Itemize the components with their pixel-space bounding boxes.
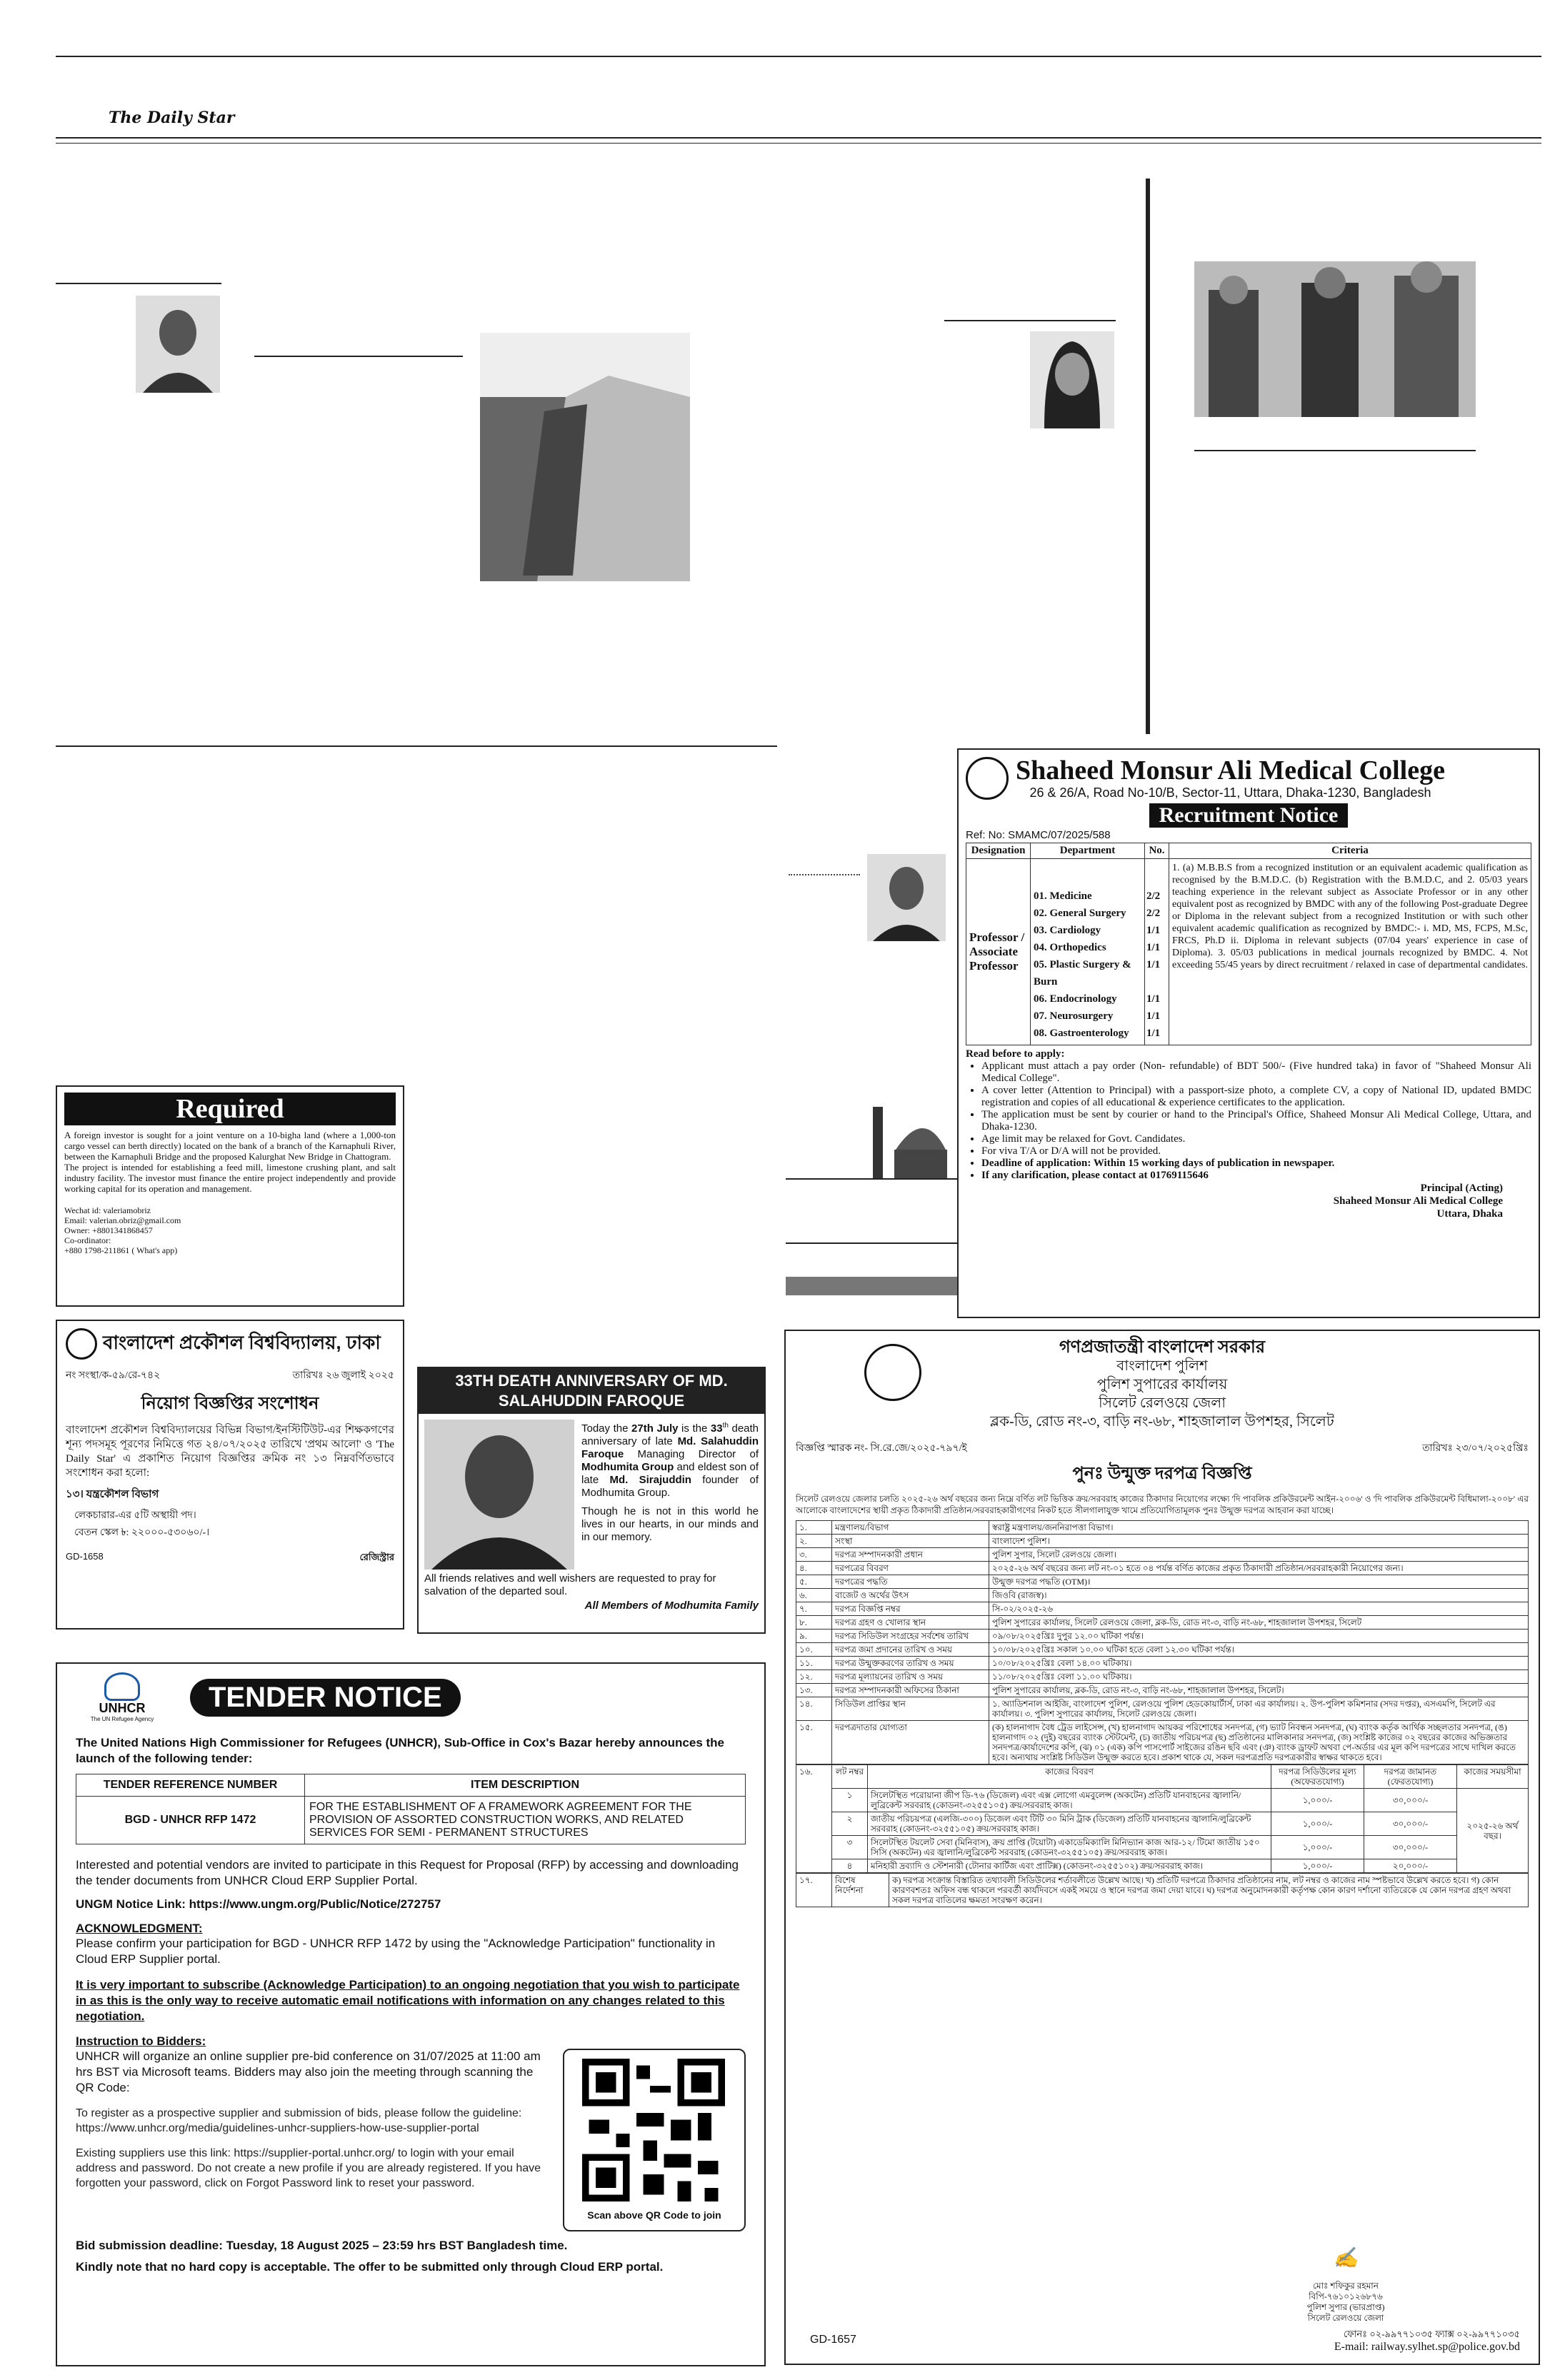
department-count: 1/1 xyxy=(1146,1010,1161,1022)
police-intro: সিলেট রেলওয়ে জেলার চলতি ২০২৫-২৬ অর্থ বছরের জন্য নিম্নে বর্ণিত লট ভিত্তিক ক্রয়/সরবরাহ কাজের ঠিকাদার নিয়োগের লক্ষ্যে 'দি পাবলিক প্রকিউরমেন্ট আইন-২০০৬' ও 'দি পাবলিক প্রকিউরমেন্ট বিধিমালা-২০০৮' এর আলোকে বাংলাদেশের স্থায়ী প্রকৃত ঠিকাদারী প্রতিষ্ঠান/সরবরাহকারীগণের নিকট হতে সীলগালাযুক্ত খামে প্রতিযোগিতামূলক পুনঃ উন্মুক্ত দরপত্র আহবান করা যাচ্ছে। xyxy=(796,1494,1529,1515)
text-run: Modhumita Group xyxy=(581,1461,674,1473)
col-header: No. xyxy=(1145,843,1169,859)
lot-fee: ১,০০০/- xyxy=(1271,1836,1364,1859)
police-unit: সিলেট রেলওয়ে জেলা xyxy=(1098,1395,1226,1411)
col-rule xyxy=(786,1242,961,1244)
row-no: ৫. xyxy=(796,1575,832,1589)
lot-header: দরপত্র জামানত (ফেরতযোগ্য) xyxy=(1364,1765,1457,1789)
row-label: মন্ত্রণালয়/বিভাগ xyxy=(832,1521,989,1535)
col-rule xyxy=(1194,450,1476,451)
gov-title: গণপ্রজাতন্ত্রী বাংলাদেশ সরকার xyxy=(1059,1338,1266,1357)
contact-line: Owner: +8801341868457 xyxy=(64,1225,153,1235)
buet-code: GD-1658 xyxy=(66,1551,104,1562)
row-value: ১০/০৮/২০২৫খ্রিঃ বেলা ১৪.০০ ঘটিকায়। xyxy=(989,1657,1529,1670)
row-label: সিডিউল প্রাপ্তির স্থান xyxy=(832,1697,989,1721)
smamc-ref: Ref: No: SMAMC/07/2025/588 xyxy=(966,829,1111,841)
lot-security: ৩০,০০০/- xyxy=(1364,1789,1457,1812)
row-label: সংস্থা xyxy=(832,1535,989,1548)
row-value: বাংলাদেশ পুলিশ। xyxy=(989,1535,1529,1548)
col-rule xyxy=(254,356,463,357)
lot-no: ৪ xyxy=(832,1859,868,1873)
tender-intro: The United Nations High Commissioner for Refugees (UNHCR), Sub-Office in Cox's Bazar hereby announces the launch of the following tender: xyxy=(76,1736,724,1765)
notes-text: ক) দরপত্র সংক্রান্ত বিস্তারিত তথ্যাবলী সিডিউলের শর্তাবলীতে উল্লেখ আছে। খ) প্রতিটি দরপত্রে ঠিকাদার প্রতিষ্ঠানের নাম, লট নম্বর ও কাজের নাম স্পষ্টভাবে উল্লেখ করতে হবে। গ) কোন কারণবশতঃ অফিস বন্ধ থাকলে পরবর্তী কার্যদিবসে একই সময়ে ও স্থানে দরপত্র জমা দেয়া যাবে। ঘ) দরপত্র অনুমোদনকারী কর্তৃপক্ষ কোন কারণ দর্শানো ব্যতিরেকে যে কোন দরপত্র গ্রহণ অথবা সকল দরপত্র বাতিলের ক্ষমতা সংরক্ষণ করেন। xyxy=(889,1874,1529,1907)
masthead: The Daily Star xyxy=(109,109,235,127)
header-rule-thin xyxy=(56,143,1541,144)
row-value: ১১/০৮/২০২৫খ্রিঃ বেলা ১১.০০ ঘটিকায়। xyxy=(989,1670,1529,1684)
row-label: দরপত্রদাতার যোগ্যতা xyxy=(832,1721,989,1764)
buet-title: নিয়োগ বিজ্ঞপ্তির সংশোধন xyxy=(141,1394,319,1413)
lot-security: ২০,০০০/- xyxy=(1364,1859,1457,1873)
row-value: উন্মুক্ত দরপত্র পদ্ধতি (OTM)। xyxy=(989,1575,1529,1589)
gray-bar xyxy=(786,1277,961,1295)
department: 06. Endocrinology xyxy=(1034,993,1117,1005)
row-no: ১৩. xyxy=(796,1684,832,1697)
row-label: দরপত্র জমা প্রদানের তারিখ ও সময় xyxy=(832,1643,989,1657)
lot-header: কাজের সময়সীমা xyxy=(1457,1765,1529,1789)
row-value: ১. অ্যাডিশনাল আইজি, বাংলাদেশ পুলিশ, রেলওয়ে পুলিশ হেডকোয়ার্টার্স, ঢাকা এর কার্যালয়। ২. উপ-পুলিশ কমিশনার (সদর দপ্তর), এসএমপি, সিলেট এর কার্যালয়। ৩. পুলিশ সুপারের কার্যালয়, সিলেট রেলওয়ে জেলা। xyxy=(989,1697,1529,1721)
police-phone: ফোনঃ ০২-৯৯৭৭১০৩৫ ফ্যাক্স ০২-৯৯৭৭১০৩৫ xyxy=(1343,2329,1520,2339)
instr-heading: Instruction to Bidders: xyxy=(76,2034,206,2048)
lot-header: দরপত্র সিডিউলের মূল্য (অফেরতযোগ্য) xyxy=(1271,1765,1364,1789)
death-sign: All Members of Modhumita Family xyxy=(584,1600,759,1612)
required-title: Required xyxy=(64,1093,396,1125)
qr-code-icon xyxy=(573,2059,734,2201)
buet-sign: রেজিস্ট্রার xyxy=(359,1552,394,1562)
police-logo-icon xyxy=(864,1344,921,1401)
row-no: ৪. xyxy=(796,1562,832,1575)
mosque-icon xyxy=(867,1100,953,1178)
death-paragraph-1 xyxy=(581,1420,759,1500)
department-count: 2/2 xyxy=(1146,890,1161,902)
section-rule xyxy=(56,745,777,747)
apply-rule: • Deadline of application: Within 15 working days of publication in newspaper. xyxy=(981,1158,1531,1170)
col-rule xyxy=(56,283,221,284)
col-header: Designation xyxy=(966,843,1031,859)
unhcr-logo-icon xyxy=(104,1672,140,1701)
row-value: ০৯/০৮/২০২৫খ্রিঃ দুপুর ১২.০০ ঘটিকা পর্যন্ত। xyxy=(989,1630,1529,1643)
row-label: দরপত্র সিডিউল সংগ্রহের সর্বশেষ তারিখ xyxy=(832,1630,989,1643)
lot-fee: ১,০০০/- xyxy=(1271,1812,1364,1836)
tender-col-ref: TENDER REFERENCE NUMBER xyxy=(76,1774,305,1797)
bid-deadline: Bid submission deadline: Tuesday, 18 August 2025 – 23:59 hrs BST Bangladesh time. xyxy=(76,2239,568,2252)
buet-item: ১৩। যন্ত্রকৌশল বিভাগ xyxy=(66,1489,159,1500)
instr-text: UNHCR will organize an online supplier pre-bid conference on 31/07/2025 at 11:00 am hrs BST via Microsoft teams. Bidders may also join the meeting through scanning the QR Code: xyxy=(76,2049,541,2094)
police-lot-table xyxy=(796,1764,1529,1873)
tender-title: TENDER NOTICE xyxy=(190,1679,461,1717)
row-value: (ক) হালনাগাদ বৈধ ট্রেড লাইসেন্স, (খ) হালনাগাদ আয়কর পরিশোধের সনদপত্র, (গ) ভ্যাট নিবন্ধন সনদপত্র, (ঘ) ব্যাংক কর্তৃক আর্থিক সচ্ছলতার সনদপত্র, (ঙ) হালনাগাদ ০২ (দুই) বছরের ব্যাংক স্টেটমেন্ট, (চ) জাতীয় পরিচয়পত্র (ছ) প্রতিষ্ঠানের মালিকানার সনদপত্র, (জ) সংশ্লিষ্ট কাজের ০২ বছরের কাজের অভিজ্ঞতার সনদপত্র/কার্যাদেশের কপি, (ঝ) ০১ (এক) কপি পাসপোর্ট সাইজের রঙিন ছবি এবং (ঞ) ব্যাংক ড্রাফট অথবা পে-অর্ডার এর মূল কপি দরপত্রের সাথে দাখিল করতে হবে। অন্যথায় সংশ্লিষ্ট সিডিউল উন্মুক্ত করতে হবে। প্রকাশ থাকে যে, সকল দরপত্রপ্রতি দরপত্রকারীর স্বাক্ষর থাকতে হবে। xyxy=(989,1721,1529,1764)
notes-no: ১৭. xyxy=(796,1874,832,1907)
lot-desc: সিলেটস্থিত পরোয়ানা জীপ ডি-৭৬ (ডিজেল) এবং এক্স লোগো এমবুলেন্স (অকটেন) প্রতিটি যানবাহনের জ্বালানি/লুব্রিকেন্ট সরবরাহ (কোডনং-৩২৫৫১০৫) ক্রয়/সরবরাহ কাজ। xyxy=(868,1789,1271,1812)
police-date: তারিখঃ ২৩/০৭/২০২৫খ্রিঃ xyxy=(1422,1443,1529,1454)
police-memo: বিজ্ঞপ্তি স্মারক নং- সি.রে.জে/২০২৫-৭৯৭/ই xyxy=(796,1443,967,1454)
important-note: It is very important to subscribe (Acknowledge Participation) to an ongoing negotiation that you wish to participate in as this is the only way to receive automatic email notifications with information on any changes related to this negotiation. xyxy=(76,1978,740,2023)
death-paragraph-2: Though he is not in this world he lives in our hearts, in our minds and in our memory. xyxy=(581,1505,759,1543)
text-run: 27th July xyxy=(631,1422,679,1435)
lot-security: ৩০,০০০/- xyxy=(1364,1812,1457,1836)
row-no: ১০. xyxy=(796,1643,832,1657)
department-count: 1/1 xyxy=(1146,925,1161,936)
row-no: ১. xyxy=(796,1521,832,1535)
row-value: ২০২৫-২৬ অর্থ বছরের জন্য লট নং-০১ হতে ০৪ পর্যন্ত বর্ণিত কাজের প্রকৃত ঠিকাদারী প্রতিষ্ঠান/সরবরাহকারী নিয়োগের জন্য। xyxy=(989,1562,1529,1575)
existing-text: Existing suppliers use this link: https://supplier-portal.unhcr.org/ to login with your email address and password. Do not create a new profile if you are already registered. If you have forgotten your password, click on Forgot Password link to reset your password. xyxy=(76,2147,541,2189)
buet-memo: নং সংস্থা/ক-৫৯/রে-৭৪২ xyxy=(66,1370,161,1381)
tender-col-desc: ITEM DESCRIPTION xyxy=(305,1774,746,1797)
department-count: 1/1 xyxy=(1146,942,1161,953)
row-value: পুলিশ সুপার, সিলেট রেলওয়ে জেলা। xyxy=(989,1548,1529,1562)
col-rule xyxy=(789,874,860,875)
register-text: To register as a prospective supplier and submission of bids, please follow the guideline: https://www.unhcr.org/media/guidelines-unhcr-suppliers-how-use-supplier-portal xyxy=(76,2107,522,2134)
row-label: দরপত্র গ্রহণ ও খোলার স্থান xyxy=(832,1616,989,1630)
qr-caption: Scan above QR Code to join xyxy=(587,2209,721,2221)
row-value: সি-০২/২০২৫-২৬ xyxy=(989,1602,1529,1616)
row-no: ৭. xyxy=(796,1602,832,1616)
contact-line: +880 1798-211861 ( What's app) xyxy=(64,1245,178,1255)
buet-line2: বেতন স্কেল ৳: ২২০০০-৫৩০৬০/-। xyxy=(74,1527,210,1538)
text-run: and eldest son of late xyxy=(581,1461,759,1486)
qr-box[interactable] xyxy=(563,2049,746,2231)
row-value: ১০/০৮/২০২৫খ্রিঃ সকাল ১০.০০ ঘটিকা হতে বেলা ১২.৩০ ঘটিকা পর্যন্ত। xyxy=(989,1643,1529,1657)
lot-no: ২ xyxy=(832,1812,868,1836)
buet-name: বাংলাদেশ প্রকৌশল বিশ্ববিদ্যালয়, ঢাকা xyxy=(103,1332,381,1353)
col-header: Department xyxy=(1031,843,1145,859)
row-no: ৬. xyxy=(796,1589,832,1602)
buet-body: বাংলাদেশ প্রকৌশল বিশ্ববিদ্যালয়ের বিভিন্ন বিভাগ/ইনস্টিটিউট-এর শিক্ষকগণের শূন্য পদসমূহ পূরণের নিমিত্তে গত ২৪/০৭/২০২৫ তারিখে 'প্রথম আলো' ও 'The Daily Star' এ প্রকাশিত নিয়োগ বিজ্ঞপ্তির ক্রমিক নং ১৩ নিম্নবর্ণিতভাবে সংশোধন করা হলো: xyxy=(66,1425,394,1479)
row-label: দরপত্র উন্মুক্তকরণের তারিখ ও সময় xyxy=(832,1657,989,1670)
smamc-criteria: 1. (a) M.B.B.S from a recognized institution or an equivalent academic qualification as recognised by the B.M.D.C. (b) Registration with the B.M.D.C, and 2. 05/03 years teaching experience in the relevant subject as Associate Professor or in any other equivalent post as recognized by BMDC with any of the following Post-graduate Degree or Diploma in the relevant subject from a recognized Institution or with such other equivalent academic qualification as recognized by BMDC:- i. MD, MS, FCPS, M.Sc, FRCS, Ph.D ii. Diploma in relevant subjects (07/04 years' experience in case of Diploma). 3. 05/03 publications in medical journals recognized by BMDC. 4. Not exceeding 55/45 years by direct recruitment / relaxed in case of departmental candidates. xyxy=(1169,859,1531,1045)
row-no: ১৫. xyxy=(796,1721,832,1764)
smamc-notice-title: Recruitment Notice xyxy=(1149,803,1349,828)
text-run: is the xyxy=(678,1422,711,1435)
hardcopy-note: Kindly note that no hard copy is acceptable. The offer to be submitted only through Cloud ERP portal. xyxy=(76,2260,664,2274)
lot-fee: ১,০০০/- xyxy=(1271,1859,1364,1873)
unhcr-tender-ad xyxy=(56,1662,766,2366)
signature-icon: ✍ xyxy=(1333,2246,1359,2269)
row-label: দরপত্রের পদ্ধতি xyxy=(832,1575,989,1589)
lot-row-no: ১৬. xyxy=(796,1765,832,1873)
row-label: দরপত্রের বিবরণ xyxy=(832,1562,989,1575)
col-rule xyxy=(786,1178,961,1180)
row-value: জিওবি (রাজস্ব)। xyxy=(989,1589,1529,1602)
department-count: 1/1 xyxy=(1146,993,1161,1005)
col-rule xyxy=(944,320,1116,321)
row-no: ২. xyxy=(796,1535,832,1548)
ungm-link[interactable]: UNGM Notice Link: https://www.ungm.org/Public/Notice/272757 xyxy=(76,1897,441,1911)
required-ad xyxy=(56,1085,404,1307)
tender-table xyxy=(76,1774,746,1844)
unhcr-logo-sub: The UN Refugee Agency xyxy=(90,1716,154,1722)
top-rule xyxy=(56,56,1541,57)
woman-portrait-photo xyxy=(1030,331,1114,428)
ack-heading: ACKNOWLEDGMENT: xyxy=(76,1922,203,1935)
tender-ref: BGD - UNHCR RFP 1472 xyxy=(76,1797,305,1844)
police-table xyxy=(796,1520,1529,1764)
department: 04. Orthopedics xyxy=(1034,942,1106,953)
row-label: দরপত্র বিজ্ঞপ্তি নম্বর xyxy=(832,1602,989,1616)
lot-header: কাজের বিবরণ xyxy=(868,1765,1271,1789)
lot-desc: মনিহারী দ্রব্যাদি ও স্টেশনারী (টোনার কার্টিজ এবং প্রাটিক্স) (কোডনং-৩২৫৫১০২) ক্রয়/সরবরাহ কাজ। xyxy=(868,1859,1271,1873)
sig-title: পুলিশ সুপার (ভারপ্রাপ্ত) xyxy=(1306,2302,1385,2312)
smamc-sign-place: Uttara, Dhaka xyxy=(1436,1208,1503,1220)
sig-name: মোঃ শফিকুর রহমান xyxy=(1313,2281,1379,2291)
row-value: পুলিশ সুপারের কার্যালয়, ব্লক-ডি, রোড নং-৩, বাড়ি নং-৬৮, শাহজালাল উপশহর, সিলেট। xyxy=(989,1684,1529,1697)
text-run: 33 xyxy=(710,1422,723,1435)
salahuddin-portrait-photo xyxy=(424,1420,574,1570)
riverbank-photo xyxy=(480,333,690,581)
smamc-name: Shaheed Monsur Ali Medical College xyxy=(1016,755,1445,785)
smamc-sign-college: Shaheed Monsur Ali Medical College xyxy=(1333,1195,1503,1207)
col-header: Criteria xyxy=(1169,843,1531,859)
lot-no: ১ xyxy=(832,1789,868,1812)
buet-line1: লেকচারার-এর ৫টি অস্থায়ী পদ। xyxy=(74,1510,196,1521)
police-title: পুনঃ উন্মুক্ত দরপত্র বিজ্ঞপ্তি xyxy=(1072,1465,1252,1483)
apply-rule: • For viva T/A or D/A will not be provided. xyxy=(981,1145,1531,1158)
unhcr-logo: UNHCR xyxy=(99,1701,146,1715)
required-body-2: The project is intended for establishing a feed mill, limestone crushing plant, and salt industry facility. The investor must finance the entire project independently and provide working capital for its operation and management. xyxy=(64,1162,396,1194)
lot-header: লট নম্বর xyxy=(832,1765,868,1789)
police-address: ব্লক-ডি, রোড নং-৩, বাড়ি নং-৬৮, শাহজালাল উপশহর, সিলেট xyxy=(990,1414,1334,1430)
lot-security: ৩০,০০০/- xyxy=(1364,1836,1457,1859)
row-no: ১১. xyxy=(796,1657,832,1670)
apply-rule: • Applicant must attach a pay order (Non- refundable) of BDT 500/- (Five hundred taka) in favor of "Shaheed Monsur Ali Medical College". xyxy=(981,1060,1531,1085)
text-run: death anniversary of late xyxy=(581,1422,759,1447)
portrait-photo xyxy=(136,296,220,393)
row-value: স্বরাষ্ট্র মন্ত্রণালয়/জননিরাপত্তা বিভাগ। xyxy=(989,1521,1529,1535)
notes-label: বিশেষ নির্দেশনা xyxy=(832,1874,889,1907)
row-label: দরপত্র সম্পাদনকারী অফিসের ঠিকানা xyxy=(832,1684,989,1697)
read-heading: Read before to apply: xyxy=(966,1048,1065,1060)
death-paragraph-3: All friends relatives and well wishers are requested to pray for salvation of the departed soul. xyxy=(424,1572,716,1597)
department: 07. Neurosurgery xyxy=(1034,1010,1114,1022)
ceremony-photo xyxy=(1194,261,1476,417)
tender-p1: Interested and potential vendors are invited to participate in this Request for Proposal (RFP) by accessing and downloading the tender documents from UNHCR Cloud ERP Supplier Portal. xyxy=(76,1858,739,1887)
department: 01. Medicine xyxy=(1034,890,1092,902)
police-office: পুলিশ সুপারের কার্যালয় xyxy=(1096,1377,1228,1392)
text-run: Md. Sirajuddin xyxy=(609,1474,691,1486)
required-body: A foreign investor is sought for a joint venture on a 10-bigha land (where a 1,000-ton cargo vessel can berth directly) located on the bank of a branch of the Karnaphuli River, between the Karnaphuli Bridge and the proposed Kalurghat New Bridge in Chattogram. xyxy=(64,1130,396,1162)
smamc-recruitment-ad xyxy=(957,748,1540,1318)
department: 03. Cardiology xyxy=(1034,925,1101,936)
row-no: ১৪. xyxy=(796,1697,832,1721)
lot-no: ৩ xyxy=(832,1836,868,1859)
apply-rule: • A cover letter (Attention to Principal) with a passport-size photo, a complete CV, a copy of National ID, updated BMDC registration and copies of all educational & experience certificates to the application. xyxy=(981,1085,1531,1109)
contact-line: Co-ordinator: xyxy=(64,1235,111,1245)
row-no: ৩. xyxy=(796,1548,832,1562)
department: 02. General Surgery xyxy=(1034,908,1126,919)
lot-duration: ২০২৫-২৬ অর্থ বছর। xyxy=(1457,1789,1529,1873)
smamc-address: 26 & 26/A, Road No-10/B, Sector-11, Uttara, Dhaka-1230, Bangladesh xyxy=(1029,785,1431,800)
text-run: Managing Director of xyxy=(624,1448,759,1460)
smamc-designation: Professor / Associate Professor xyxy=(966,859,1031,1045)
text-run: Md. Salahuddin Faroque xyxy=(581,1435,759,1460)
text-run: Today the xyxy=(581,1422,632,1435)
department-count: 2/2 xyxy=(1146,908,1161,919)
contact-line: Email: valerian.obriz@gmail.com xyxy=(64,1215,181,1225)
lot-fee: ১,০০০/- xyxy=(1271,1789,1364,1812)
buet-logo-icon xyxy=(66,1328,97,1360)
department-count: 1/1 xyxy=(1146,959,1161,970)
death-title: 33TH DEATH ANNIVERSARY OF MD. SALAHUDDIN FAROQUE xyxy=(419,1368,764,1414)
contact-line: Wechat id: valeriamobriz xyxy=(64,1205,151,1215)
police-email[interactable]: E-mail: railway.sylhet.sp@police.gov.bd xyxy=(1334,2341,1520,2353)
buet-ad xyxy=(56,1320,404,1630)
text-run: th xyxy=(722,1422,729,1430)
apply-rule: • The application must be sent by courier or hand to the Principal's Office, Shaheed Monsur Ali Medical College, Uttara, and Dhaka-1230. xyxy=(981,1109,1531,1133)
police-dept: বাংলাদেশ পুলিশ xyxy=(1116,1358,1208,1374)
police-notes-table xyxy=(796,1873,1529,1907)
death-anniversary-ad xyxy=(417,1367,766,1634)
department: 05. Plastic Surgery & Burn xyxy=(1034,959,1131,988)
smamc-sign-title: Principal (Acting) xyxy=(1420,1183,1503,1194)
vertical-rule xyxy=(1146,179,1150,734)
row-no: ৮. xyxy=(796,1616,832,1630)
police-tender-ad xyxy=(784,1330,1540,2365)
required-contacts xyxy=(64,1205,396,1255)
ack-text: Please confirm your participation for BGD - UNHCR RFP 1472 by using the "Acknowledge Participation" functionality in Cloud ERP Supplier portal. xyxy=(76,1937,716,1966)
row-value: পুলিশ সুপারের কার্যালয়, সিলেট রেলওয়ে জেলা, ব্লক-ডি, রোড নং-৩, বাড়ি নং-৬৮, শাহজালাল উপশহর, সিলেট xyxy=(989,1616,1529,1630)
header-rule xyxy=(56,137,1541,139)
apply-rule: • Age limit may be relaxed for Govt. Candidates. xyxy=(981,1133,1531,1145)
sig-id: বিপি-৭৬১০১২৬৮৭৬ xyxy=(1309,2291,1383,2301)
department-count: 1/1 xyxy=(1146,1028,1161,1039)
row-label: দরপত্র মূল্যায়নের তারিখ ও সময় xyxy=(832,1670,989,1684)
tender-desc: FOR THE ESTABLISHMENT OF A FRAMEWORK AGREEMENT FOR THE PROVISION OF ASSORTED CONSTRUCTION WORKS, AND RELATED SERVICES FOR SEMI - PERMANENT STRUCTURES xyxy=(305,1797,746,1844)
lot-desc: জাতীয় পরিচয়পত্র (এলজি-৩০০) ডিজেল এবং টিটি ৩০ মিনি ট্রাক (ডিজেল) প্রতিটি যানবাহনের জ্বালানি/লুব্রিকেন্ট সরবরাহ (কোডনং-৩২৫৫১০৫) ক্রয়/সরবরাহ কাজ। xyxy=(868,1812,1271,1836)
department: 08. Gastroenterology xyxy=(1034,1028,1129,1039)
police-code: GD-1657 xyxy=(810,2334,856,2346)
row-label: বাজেট ও অর্থের উৎস xyxy=(832,1589,989,1602)
apply-rule: • If any clarification, please contact at 01769115646 xyxy=(981,1170,1531,1182)
row-no: ১২. xyxy=(796,1670,832,1684)
sig-unit: সিলেট রেলওয়ে জেলা xyxy=(1307,2313,1384,2323)
row-label: দরপত্র সম্পাদনকারী প্রধান xyxy=(832,1548,989,1562)
buet-date: তারিখঃ ২৬ জুলাই ২০২৫ xyxy=(292,1370,394,1381)
man-portrait-photo xyxy=(867,854,946,941)
text-run: founder of Modhumita Group. xyxy=(581,1474,759,1499)
smamc-logo-icon xyxy=(966,757,1009,800)
row-no: ৯. xyxy=(796,1630,832,1643)
lot-desc: সিলেটস্থিত টয়লেট সেবা (মিনিবাস), ক্রয় প্রাপ্তি (টয়োটা) একাডেমিক্যালি মিনিভ্যান কাজ আর-১২/ টিমো জাতীয় ১৫০ সিসি (অকটেন) এর জ্বালানি/লুব্রিকেন্ট সরবরাহ (কোডনং-৩২৫৫১০৫) ক্রয়/সরবরাহ কাজ। xyxy=(868,1836,1271,1859)
smamc-table xyxy=(966,843,1531,1045)
